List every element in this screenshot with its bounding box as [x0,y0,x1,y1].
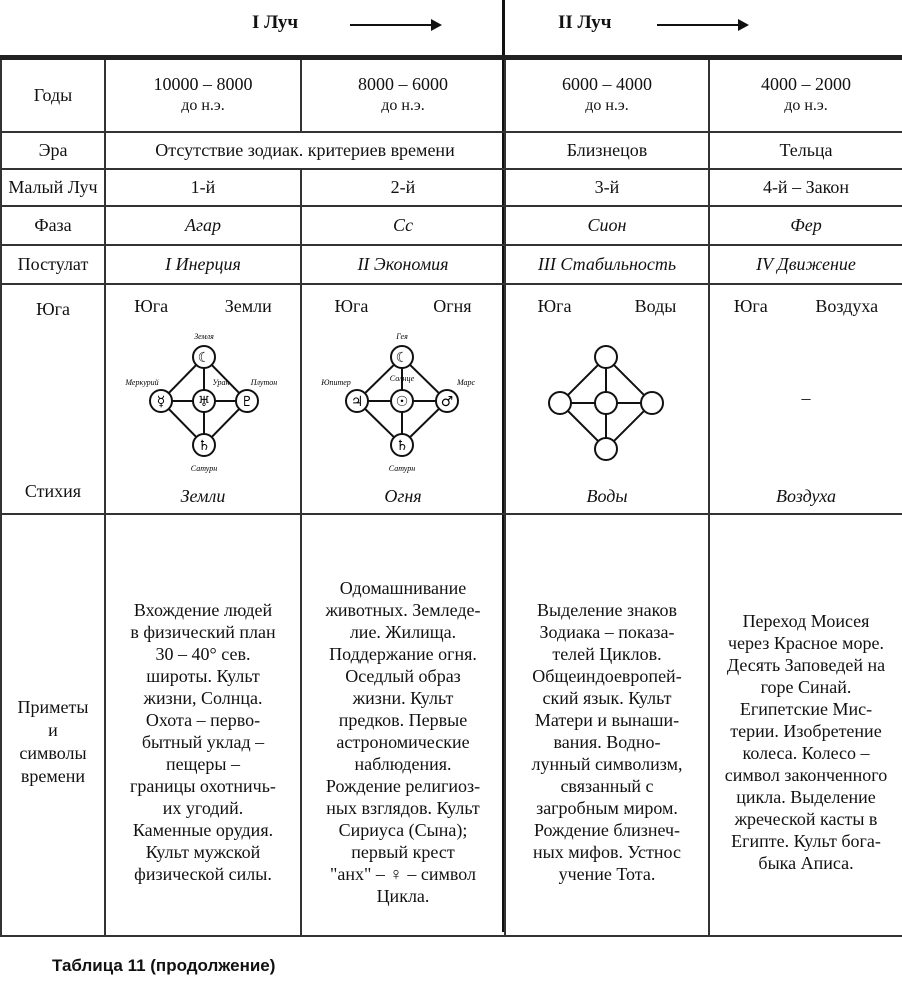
text-line: первый крест [351,841,455,862]
row-postulate [1,245,902,284]
text-line: наблюдения. [354,753,452,774]
postulate-c4: IV Движение [709,245,902,284]
text-line: Переход Моисея [742,610,870,631]
text-line: колеса. Колесо – [742,742,870,763]
text-line: жизни. Культ [352,687,454,708]
text-line: Сириуса (Сына); [338,819,468,840]
phase-c3: Сион [505,206,709,245]
text-line: бытный уклад – [141,731,265,752]
yuga-c1-of: Земли [224,295,272,316]
text-line: горе Синай. [760,676,852,697]
text-line: ных мифов. Устнос [533,841,681,862]
glyph-bottom: ♄ [395,437,409,454]
yuga-c2 [301,284,505,514]
text-line: терии. Изобретение [730,720,882,741]
row-phase [1,206,902,245]
text-line: животных. Земледе- [325,599,481,620]
text-line: границы охотничь- [130,775,276,796]
text-line: Египте. Культ бога- [731,830,881,851]
text-line: Рождение религиоз- [325,775,481,796]
era-c3: Близнецов [505,132,709,169]
glyph-left: ♃ [350,393,364,410]
text-line: Охота – перво- [145,709,261,730]
phase-c2: Сс [301,206,505,245]
signs-c4 [709,514,902,936]
text-line: Матери и вынаши- [534,709,680,730]
element-c2: Огня [384,485,422,506]
minor-ray-c2: 2-й [301,169,505,206]
planet-diagram-fire [302,321,506,481]
node-left-label: Юпитер [321,377,351,387]
yuga-c3-of: Воды [634,295,677,316]
text-line: Египетские Мис- [739,698,873,719]
era-c4: Тельца [709,132,902,169]
yuga-c3-yuga: Юга [537,295,572,316]
node-bottom-label: Сатурн [190,463,218,473]
text-line: Зодиака – показа- [539,621,675,642]
yuga-c3 [505,284,709,514]
yuga-c2-yuga: Юга [334,295,369,316]
row-minor-ray [1,169,902,206]
element-c1: Земли [180,485,226,506]
text-line: 30 – 40° сев. [155,643,251,664]
yuga-c4 [709,284,902,514]
label-years: Годы [1,58,105,132]
yuga-c4-yuga: Юга [733,295,768,316]
glyph-center: ☉ [395,393,409,410]
postulate-c2: II Экономия [301,245,505,284]
label-signs: Приметы и символы времени [1,514,105,936]
text-line: лие. Жилища. [349,621,457,642]
glyph-right: ♂ [440,393,454,410]
postulate-c3: III Стабильность [505,245,709,284]
text-line: Общеиндоевропей- [532,665,682,686]
glyph-top: ☾ [197,349,211,366]
yuga-c4-of: Воздуха [815,295,879,316]
chronology-table [0,55,902,937]
minor-ray-c3: 3-й [505,169,709,206]
no-diagram-dash: – [801,387,811,408]
text-line: ных взглядов. Культ [326,797,480,818]
text-line: через Красное море. [727,632,885,653]
phase-c1: Агар [105,206,301,245]
table-caption: Таблица 11 (продолжение) [52,956,276,975]
node-right-label: Марс [456,377,476,387]
text-line: предков. Первые [338,709,468,730]
text-line: Культ мужской [145,841,261,862]
yuga-c1-yuga: Юга [134,295,169,316]
text-line: Цикла. [376,885,430,906]
text-line: Рождение близнеч- [533,819,681,840]
label-phase: Фаза [1,206,105,245]
node-center-label: Солнце [389,373,415,383]
element-c3: Воды [586,485,628,506]
text-line: жреческой касты в [734,808,878,829]
text-line: учение Тота. [558,863,656,884]
glyph-center: ♅ [197,393,211,410]
phase-c4: Фер [709,206,902,245]
years-c4: 4000 – 2000 до н.э. [709,58,902,132]
row-signs [1,514,902,936]
text-line: Одомашнивание [339,577,467,598]
ray-1-arrow [350,24,440,26]
text-line: вания. Водно- [553,731,661,752]
era-c12: Отсутствие зодиак. критериев времени [105,132,505,169]
text-line: Выделение знаков [536,599,678,620]
text-line: ский язык. Культ [542,687,672,708]
label-yuga: Юга [36,298,70,319]
planet-diagram-earth [106,321,302,481]
text-line: цикла. Выделение [736,786,876,807]
planet-diagram-water [506,321,710,481]
row-yuga [1,284,902,514]
glyph-top: ☾ [395,349,409,366]
node-bottom-label: Сатурн [388,463,416,473]
signs-c1 [105,514,301,936]
text-line: Поддержание огня. [329,643,477,664]
ray-2-title: II Луч [558,12,612,33]
minor-ray-c1: 1-й [105,169,301,206]
text-line: Десять Заповедей на [726,654,886,675]
text-line: астрономические [336,731,470,752]
glyph-left: ☿ [156,393,166,410]
ray-2-arrow [657,24,747,26]
text-line: физической силы. [134,863,272,884]
yuga-c1 [105,284,301,514]
postulate-c1: I Инерция [105,245,301,284]
row-years [1,58,902,132]
text-line: широты. Культ [146,665,260,686]
signs-c2 [301,514,505,936]
node-top-label: Гея [396,331,408,341]
text-line: лунный символизм, [531,753,683,774]
text-line: загробным миром. [536,797,678,818]
text-line: в физический план [130,621,276,642]
text-line: пещеры – [165,753,241,774]
text-line: быка Аписа. [758,852,854,873]
node-left-label: Меркурий [125,377,159,387]
label-postulate: Постулат [1,245,105,284]
label-element: Стихия [24,480,82,501]
text-line: их угодий. [162,797,244,818]
glyph-right: ♇ [240,393,254,410]
node-top-label: Земля [194,331,214,341]
text-line: Каменные орудия. [132,819,274,840]
years-c2: 8000 – 6000 до н.э. [301,58,505,132]
glyph-bottom: ♄ [197,437,211,454]
label-yuga-cell [1,284,105,514]
text-line: символ законченного [724,764,888,785]
minor-ray-c4: 4-й – Закон [709,169,902,206]
text-line: Вхождение людей [133,599,273,620]
text-line: жизни, Солнца. [143,687,263,708]
node-right-label: Плутон [250,377,278,387]
years-c3: 6000 – 4000 до н.э. [505,58,709,132]
ray-1-title: I Луч [252,12,299,33]
text-line: "анх" – ♀ – символ [330,863,476,884]
text-line: телей Циклов. [552,643,662,664]
label-minor-ray: Малый Луч [1,169,105,206]
years-c1: 10000 – 8000 до н.э. [105,58,301,132]
node-center-label: Уран [212,377,230,387]
label-era: Эра [1,132,105,169]
row-era [1,132,902,169]
text-line: Оседлый образ [345,665,461,686]
text-line: связанный с [560,775,654,796]
signs-c3 [505,514,709,936]
yuga-c2-of: Огня [433,295,472,316]
element-c4: Воздуха [776,485,836,506]
